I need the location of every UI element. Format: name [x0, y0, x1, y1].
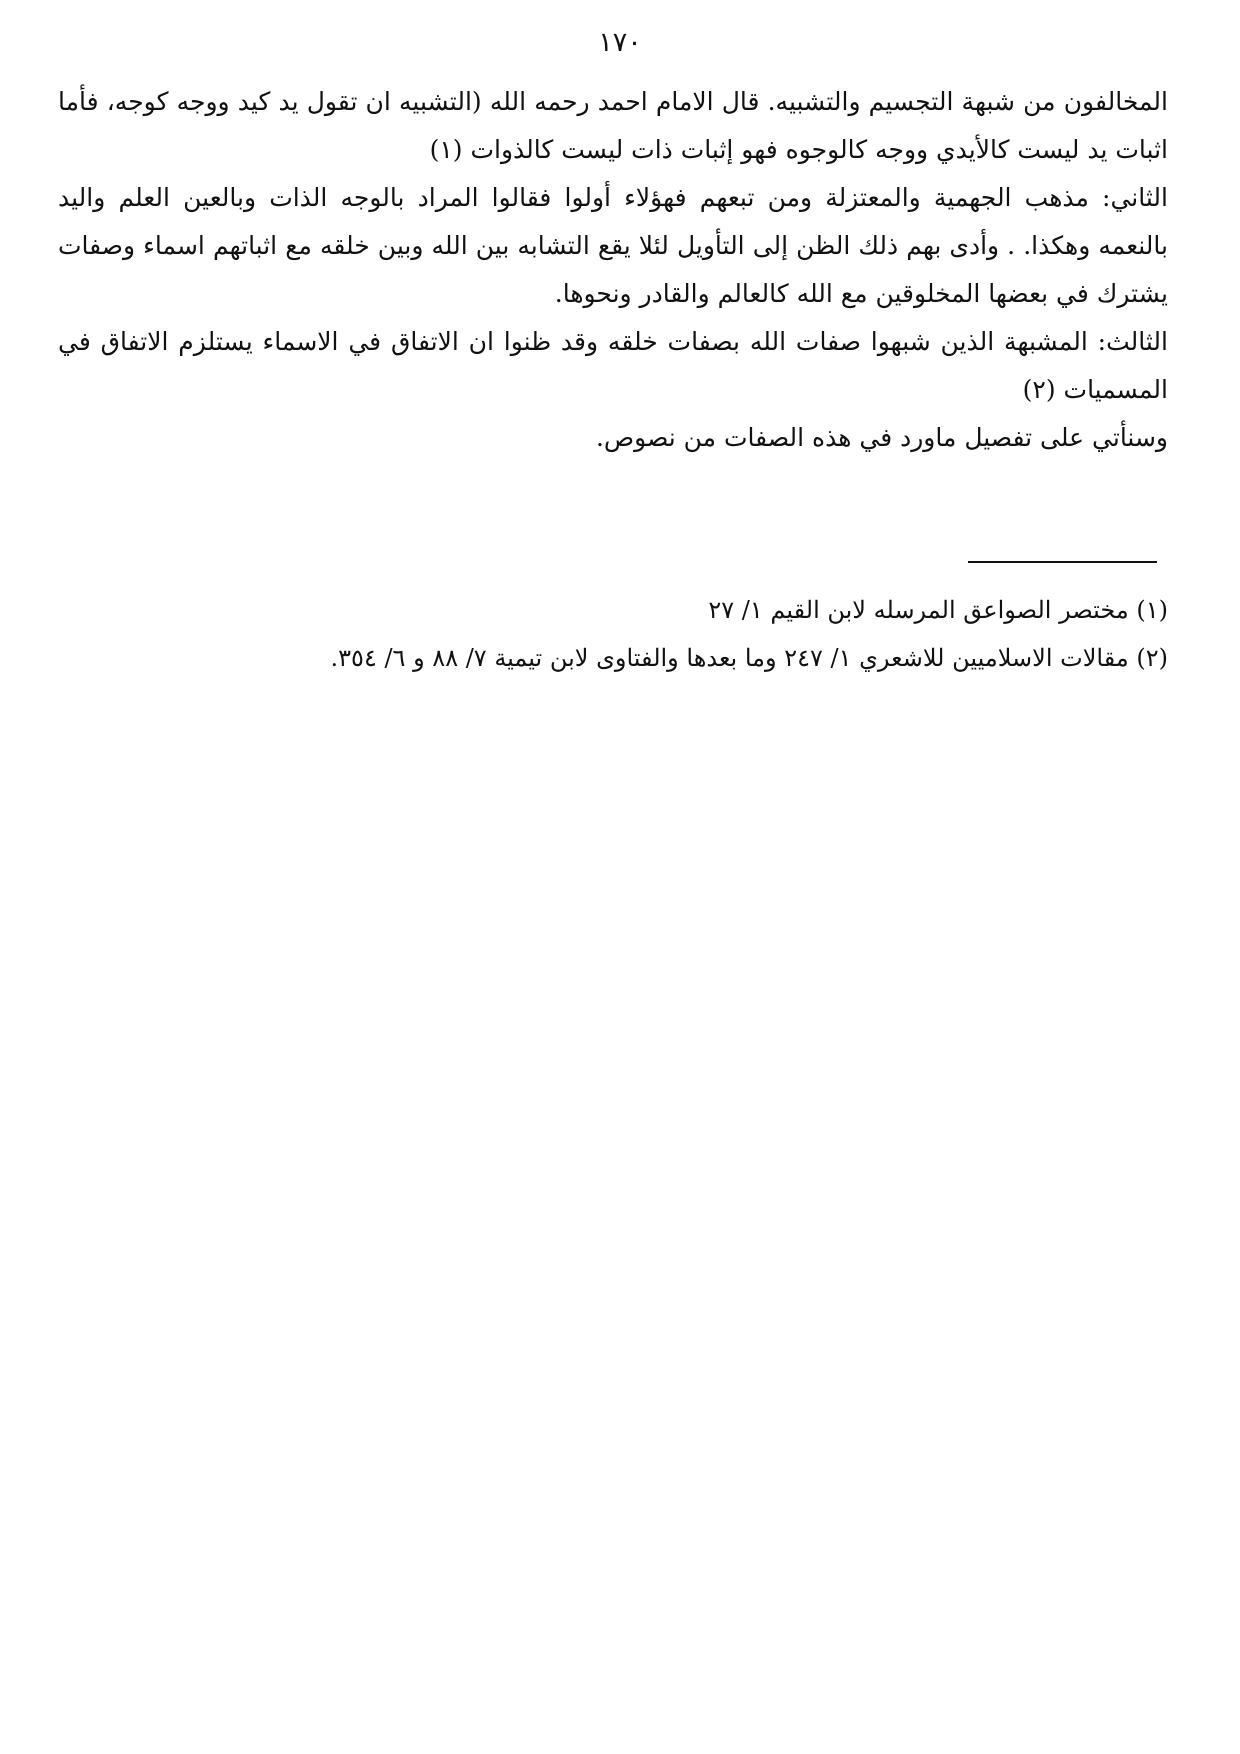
paragraph-2: الثاني: مذهب الجهمية والمعتزلة ومن تبعهم فهؤلاء أولوا فقالوا المراد بالوجه الذات وبالعين العلم واليد بالنعمه وهكذا. . وأدى بهم ذلك الظن إلى التأويل لئلا يقع التشابه بين الله وبين خلقه مع اثباتهم اسماء وصفات يشترك في بعضها المخلوقين مع الله كالعالم والقادر ونحوها.: [58, 183, 1168, 308]
footnote-2: (٢) مقالات الاسلاميين للاشعري ١/ ٢٤٧ وما بعدها والفتاوى لابن تيمية ٧/ ٨٨ و ٦/ ٣٥٤.: [330, 644, 1168, 672]
paragraph-3: الثالث: المشبهة الذين شبهوا صفات الله بصفات خلقه وقد ظنوا ان الاتفاق في الاسماء يستلزم الاتفاق في المسميات (٢): [58, 327, 1168, 404]
paragraph-4: وسنأتي على تفصيل ماورد في هذه الصفات من نصوص.: [595, 423, 1168, 452]
footnote-1: (١) مختصر الصواعق المرسله لابن القيم ١/ ٢٧: [708, 596, 1168, 624]
paragraph-1: المخالفون من شبهة التجسيم والتشبيه. قال الامام احمد رحمه الله (التشبيه ان تقول يد كيد ووجه كوجه، فأما اثبات يد ليست كالأيدي ووجه كالوجوه فهو إثبات ذات ليست كالذوات (١): [58, 87, 1168, 164]
footnotes: [58, 586, 1168, 682]
main-text: [58, 78, 1168, 462]
footnote-separator: [968, 561, 1157, 563]
page-number: ١٧٠: [598, 27, 642, 58]
